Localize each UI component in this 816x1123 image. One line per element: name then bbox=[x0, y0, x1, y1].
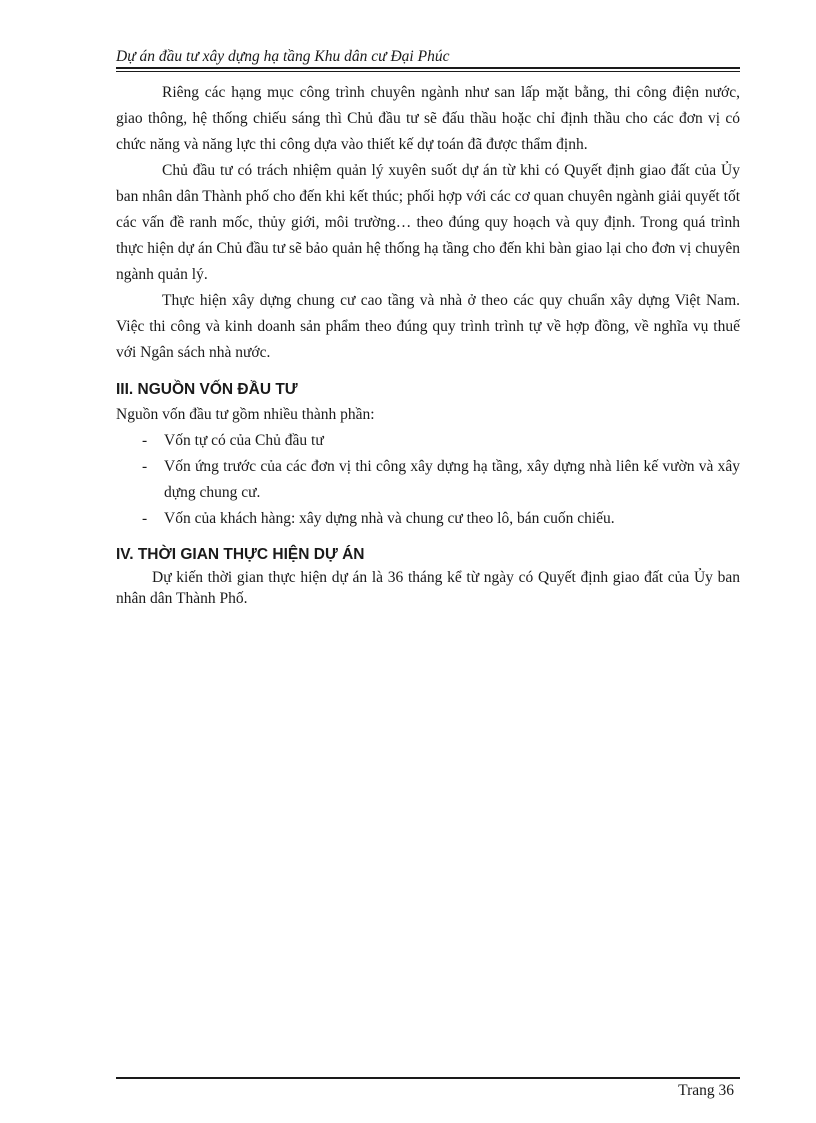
funding-intro: Nguồn vốn đầu tư gồm nhiều thành phần: bbox=[116, 406, 375, 423]
bullet-marker: - bbox=[142, 510, 148, 527]
timeline-paragraph: Dự kiến thời gian thực hiện dự án là 36 tháng kể từ ngày có Quyết định giao đất của Ủy ban nhân dân Thành Phố. bbox=[116, 569, 740, 607]
bullet-marker: - bbox=[142, 458, 148, 475]
funding-list bbox=[116, 428, 740, 532]
page-content bbox=[116, 80, 740, 609]
page-number: Trang 36 bbox=[678, 1082, 734, 1099]
body-paragraph: Chủ đầu tư có trách nhiệm quản lý xuyên suốt dự án từ khi có Quyết định giao đất của Ủy ban nhân dân Thành phố cho đến khi kết thúc; phối hợp với các cơ quan chuyên ngành giải quyết tốt các vấn đề ranh mốc, thủy giới, môi trường… theo đúng quy hoạch và quy định. Trong quá trình thực hiện dự án Chủ đầu tư sẽ bảo quản hệ thống hạ tầng cho đến khi bàn giao lại cho đơn vị chuyên ngành quản lý. bbox=[116, 162, 740, 283]
list-item bbox=[116, 428, 740, 454]
body-paragraph: Thực hiện xây dựng chung cư cao tầng và nhà ở theo các quy chuẩn xây dựng Việt Nam. Việc thi công và kinh doanh sản phẩm theo đúng quy trình trình tự về hợp đồng, về nghĩa vụ thuế với Ngân sách nhà nước. bbox=[116, 292, 740, 361]
body-paragraph: Riêng các hạng mục công trình chuyên ngành như san lấp mặt bằng, thi công điện nước, giao thông, hệ thống chiếu sáng thì Chủ đầu tư sẽ đấu thầu hoặc chỉ định thầu cho các đơn vị có chức năng và năng lực thi công dựa vào thiết kế dự toán đã được thẩm định. bbox=[116, 84, 740, 153]
footer-rule bbox=[116, 1077, 740, 1079]
header-rule-thick bbox=[116, 67, 740, 69]
list-item-text: Vốn của khách hàng: xây dựng nhà và chung cư theo lô, bán cuốn chiếu. bbox=[164, 510, 615, 527]
list-item-text: Vốn tự có của Chủ đầu tư bbox=[164, 432, 324, 449]
header-rule-thin bbox=[116, 71, 740, 72]
running-header-title: Dự án đầu tư xây dựng hạ tầng Khu dân cư Đại Phúc bbox=[116, 48, 450, 65]
bullet-marker: - bbox=[142, 432, 148, 449]
section-heading-funding: III. NGUỒN VỐN ĐẦU TƯ bbox=[116, 381, 298, 398]
list-item-text: Vốn ứng trước của các đơn vị thi công xây dựng hạ tầng, xây dựng nhà liên kế vườn và xây dựng chung cư. bbox=[164, 458, 740, 501]
list-item bbox=[116, 506, 740, 532]
section-heading-timeline: IV. THỜI GIAN THỰC HIỆN DỰ ÁN bbox=[116, 546, 365, 563]
list-item bbox=[116, 454, 740, 506]
